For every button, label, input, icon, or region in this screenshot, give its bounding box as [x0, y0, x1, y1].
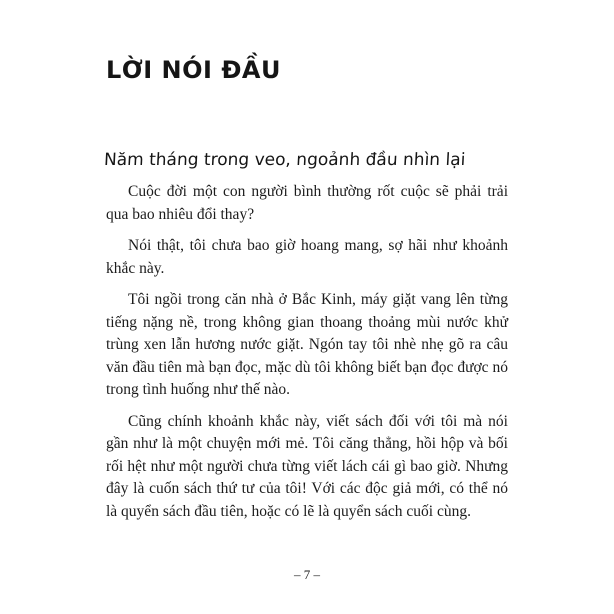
body-text	[106, 181, 508, 532]
paragraph-3: Tôi ngồi trong căn nhà ở Bắc Kinh, máy giặt vang lên từng tiếng nặng nề, trong không gian thoang thoảng mùi nước khử trùng xen lẫn hương nước giặt. Ngón tay tôi nhè nhẹ gõ ra câu văn đầu tiên mà bạn đọc, mặc dù tôi không biết bạn đọc được nó trong tình huống như thế nào.	[106, 291, 508, 398]
paragraph-1: Cuộc đời một con người bình thường rốt cuộc sẽ phải trải qua bao nhiêu đổi thay?	[106, 183, 508, 223]
paragraph-2: Nói thật, tôi chưa bao giờ hoang mang, sợ hãi như khoảnh khắc này.	[106, 237, 508, 277]
section-title: Năm tháng trong veo, ngoảnh đầu nhìn lại	[103, 150, 466, 170]
page-number: – 7 –	[294, 567, 320, 582]
paragraph-4: Cũng chính khoảnh khắc này, viết sách đối với tôi mà nói gần như là một chuyện mới mẻ. Tôi căng thẳng, hồi hộp và bối rối hệt như một người chưa từng viết lách cái gì bao giờ. Nhưng đây là cuốn sách thứ tư của tôi! Với các độc giả mới, có thể nó là quyển sách đầu tiên, hoặc có lẽ là quyển sách cuối cùng.	[106, 412, 508, 520]
chapter-title: LỜI NÓI ĐẦU	[106, 56, 281, 84]
